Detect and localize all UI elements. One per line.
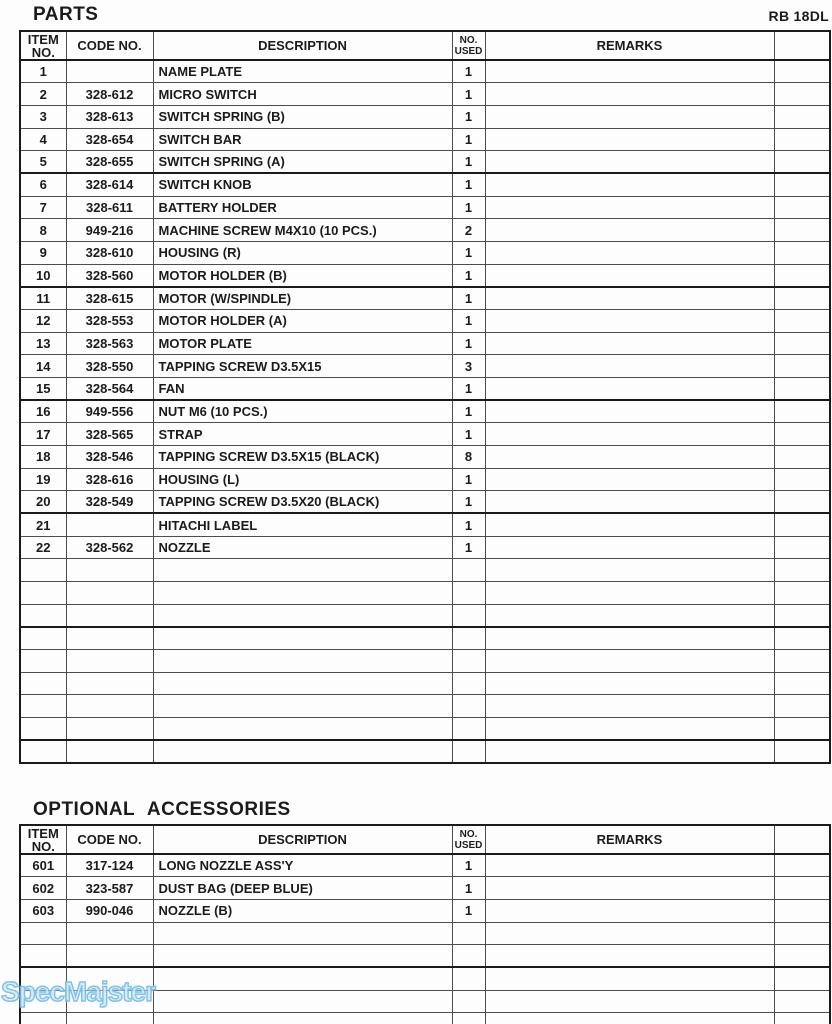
cell-no-used (452, 922, 485, 945)
optional-accessories-title: OPTIONAL ACCESSORIES (33, 799, 291, 820)
table-row (20, 83, 830, 106)
cell-remarks (485, 559, 774, 582)
cell-remarks (485, 377, 774, 400)
cell-code-no (66, 581, 153, 604)
cell-description: MOTOR (W/SPINDLE) (153, 287, 452, 310)
cell-extra (774, 219, 830, 242)
cell-remarks (485, 128, 774, 151)
cell-code-no: 323-587 (66, 877, 153, 900)
cell-item-no: 6 (20, 173, 66, 196)
specmajster-watermark: SpecMajster (1, 976, 155, 1007)
cell-extra (774, 309, 830, 332)
cell-extra (774, 536, 830, 559)
col-header-blank (774, 31, 830, 60)
cell-code-no (66, 717, 153, 740)
cell-item-no: 603 (20, 899, 66, 922)
cell-code-no: 328-550 (66, 355, 153, 378)
cell-no-used: 8 (452, 445, 485, 468)
cell-description: LONG NOZZLE ASS'Y (153, 854, 452, 877)
cell-description (153, 695, 452, 718)
table-row (20, 423, 830, 446)
cell-item-no: 5 (20, 151, 66, 174)
cell-code-no: 328-553 (66, 309, 153, 332)
table-row (20, 672, 830, 695)
cell-remarks (485, 60, 774, 83)
cell-no-used: 1 (452, 287, 485, 310)
cell-code-no: 328-614 (66, 173, 153, 196)
cell-remarks (485, 604, 774, 627)
table-row (20, 60, 830, 83)
cell-extra (774, 151, 830, 174)
cell-no-used: 1 (452, 468, 485, 491)
cell-item-no: 4 (20, 128, 66, 151)
cell-extra (774, 899, 830, 922)
cell-extra (774, 287, 830, 310)
cell-code-no: 328-611 (66, 196, 153, 219)
col-header-no-used: NO. USED (452, 31, 485, 60)
cell-code-no (66, 1013, 153, 1024)
cell-item-no (20, 649, 66, 672)
cell-item-no (20, 922, 66, 945)
cell-no-used: 1 (452, 83, 485, 106)
cell-description (153, 1013, 452, 1024)
table-row (20, 128, 830, 151)
table-row (20, 151, 830, 174)
col-header-remarks: REMARKS (485, 825, 774, 854)
cell-code-no: 317-124 (66, 854, 153, 877)
cell-no-used: 1 (452, 264, 485, 287)
parts-table (19, 30, 831, 764)
cell-no-used (452, 1013, 485, 1024)
cell-code-no (66, 60, 153, 83)
cell-no-used (452, 649, 485, 672)
cell-extra (774, 649, 830, 672)
cell-description (153, 740, 452, 763)
cell-remarks (485, 717, 774, 740)
cell-no-used (452, 967, 485, 990)
cell-extra (774, 581, 830, 604)
cell-no-used: 2 (452, 219, 485, 242)
cell-extra (774, 877, 830, 900)
cell-description: TAPPING SCREW D3.5X15 (153, 355, 452, 378)
table-row (20, 695, 830, 718)
cell-description: TAPPING SCREW D3.5X15 (BLACK) (153, 445, 452, 468)
cell-remarks (485, 355, 774, 378)
cell-item-no (20, 695, 66, 718)
cell-extra (774, 990, 830, 1013)
cell-description: HITACHI LABEL (153, 513, 452, 536)
cell-code-no: 328-615 (66, 287, 153, 310)
cell-description (153, 922, 452, 945)
table-row (20, 355, 830, 378)
cell-remarks (485, 196, 774, 219)
cell-description: MICRO SWITCH (153, 83, 452, 106)
cell-extra (774, 400, 830, 423)
cell-remarks (485, 105, 774, 128)
col-header-code-no: CODE NO. (66, 31, 153, 60)
table-row (20, 649, 830, 672)
cell-remarks (485, 967, 774, 990)
cell-item-no: 3 (20, 105, 66, 128)
cell-extra (774, 695, 830, 718)
table-row (20, 196, 830, 219)
cell-code-no (66, 922, 153, 945)
table-row (20, 309, 830, 332)
cell-no-used (452, 717, 485, 740)
cell-extra (774, 1013, 830, 1024)
cell-extra (774, 128, 830, 151)
cell-description (153, 990, 452, 1013)
table-row (20, 1013, 830, 1024)
col-header-description: DESCRIPTION (153, 31, 452, 60)
cell-code-no: 328-563 (66, 332, 153, 355)
cell-code-no: 328-612 (66, 83, 153, 106)
table-row (20, 468, 830, 491)
col-header-blank (774, 825, 830, 854)
cell-no-used (452, 945, 485, 968)
table-row (20, 581, 830, 604)
cell-item-no: 12 (20, 309, 66, 332)
cell-item-no: 9 (20, 241, 66, 264)
cell-description (153, 581, 452, 604)
cell-remarks (485, 740, 774, 763)
cell-description: NUT M6 (10 PCS.) (153, 400, 452, 423)
cell-extra (774, 264, 830, 287)
cell-code-no: 949-556 (66, 400, 153, 423)
cell-description: DUST BAG (DEEP BLUE) (153, 877, 452, 900)
cell-description (153, 627, 452, 650)
table-row (20, 559, 830, 582)
cell-no-used: 1 (452, 377, 485, 400)
cell-remarks (485, 877, 774, 900)
cell-code-no: 949-216 (66, 219, 153, 242)
cell-item-no (20, 627, 66, 650)
cell-description: NAME PLATE (153, 60, 452, 83)
cell-description: NOZZLE (B) (153, 899, 452, 922)
cell-code-no (66, 604, 153, 627)
cell-remarks (485, 423, 774, 446)
table-row (20, 854, 830, 877)
cell-extra (774, 60, 830, 83)
cell-remarks (485, 854, 774, 877)
cell-no-used: 1 (452, 877, 485, 900)
cell-code-no (66, 649, 153, 672)
cell-no-used: 1 (452, 196, 485, 219)
col-header-item-no: ITEM NO. (20, 31, 66, 60)
cell-no-used: 1 (452, 128, 485, 151)
cell-description (153, 604, 452, 627)
cell-description (153, 559, 452, 582)
cell-item-no: 11 (20, 287, 66, 310)
cell-remarks (485, 899, 774, 922)
cell-code-no: 328-546 (66, 445, 153, 468)
cell-item-no: 20 (20, 491, 66, 514)
table-row (20, 173, 830, 196)
cell-description (153, 945, 452, 968)
cell-item-no (20, 672, 66, 695)
table-row (20, 627, 830, 650)
cell-code-no (66, 513, 153, 536)
cell-no-used: 1 (452, 241, 485, 264)
cell-code-no: 328-613 (66, 105, 153, 128)
cell-remarks (485, 627, 774, 650)
model-label: RB 18DL (768, 8, 829, 24)
cell-no-used: 1 (452, 332, 485, 355)
cell-no-used: 3 (452, 355, 485, 378)
cell-code-no (66, 627, 153, 650)
cell-remarks (485, 287, 774, 310)
cell-item-no: 1 (20, 60, 66, 83)
cell-code-no (66, 740, 153, 763)
cell-code-no: 328-564 (66, 377, 153, 400)
cell-description: BATTERY HOLDER (153, 196, 452, 219)
cell-code-no: 328-610 (66, 241, 153, 264)
cell-code-no: 328-655 (66, 151, 153, 174)
cell-code-no: 328-565 (66, 423, 153, 446)
cell-extra (774, 468, 830, 491)
cell-remarks (485, 990, 774, 1013)
cell-remarks (485, 672, 774, 695)
cell-extra (774, 105, 830, 128)
table-row (20, 400, 830, 423)
cell-code-no: 990-046 (66, 899, 153, 922)
cell-extra (774, 423, 830, 446)
cell-extra (774, 377, 830, 400)
cell-no-used: 1 (452, 423, 485, 446)
cell-item-no (20, 945, 66, 968)
cell-remarks (485, 264, 774, 287)
cell-no-used (452, 604, 485, 627)
cell-item-no (20, 604, 66, 627)
cell-remarks (485, 945, 774, 968)
col-header-code-no: CODE NO. (66, 825, 153, 854)
cell-no-used: 1 (452, 173, 485, 196)
cell-extra (774, 559, 830, 582)
cell-item-no: 602 (20, 877, 66, 900)
cell-remarks (485, 695, 774, 718)
cell-extra (774, 854, 830, 877)
cell-code-no: 328-616 (66, 468, 153, 491)
cell-remarks (485, 1013, 774, 1024)
col-header-description: DESCRIPTION (153, 825, 452, 854)
cell-no-used (452, 627, 485, 650)
table-row (20, 604, 830, 627)
table-row (20, 264, 830, 287)
cell-item-no (20, 559, 66, 582)
cell-code-no (66, 695, 153, 718)
table-row (20, 332, 830, 355)
cell-description: MOTOR HOLDER (A) (153, 309, 452, 332)
table-row (20, 536, 830, 559)
header-row (20, 825, 830, 854)
cell-no-used (452, 672, 485, 695)
cell-remarks (485, 468, 774, 491)
page-title: PARTS (33, 4, 99, 25)
cell-extra (774, 173, 830, 196)
cell-extra (774, 445, 830, 468)
table-row (20, 877, 830, 900)
cell-item-no (20, 740, 66, 763)
table-row (20, 491, 830, 514)
table-row (20, 899, 830, 922)
cell-extra (774, 717, 830, 740)
cell-no-used: 1 (452, 151, 485, 174)
cell-remarks (485, 922, 774, 945)
cell-item-no: 19 (20, 468, 66, 491)
cell-remarks (485, 400, 774, 423)
cell-item-no: 14 (20, 355, 66, 378)
cell-extra (774, 672, 830, 695)
table-row (20, 219, 830, 242)
cell-remarks (485, 151, 774, 174)
cell-description (153, 967, 452, 990)
parts-table-body (20, 60, 830, 763)
cell-no-used: 1 (452, 60, 485, 83)
cell-no-used (452, 990, 485, 1013)
cell-extra (774, 513, 830, 536)
cell-no-used (452, 581, 485, 604)
cell-no-used: 1 (452, 400, 485, 423)
cell-extra (774, 196, 830, 219)
cell-description (153, 672, 452, 695)
cell-description: MOTOR HOLDER (B) (153, 264, 452, 287)
cell-no-used: 1 (452, 309, 485, 332)
cell-remarks (485, 309, 774, 332)
cell-item-no (20, 581, 66, 604)
cell-remarks (485, 173, 774, 196)
cell-extra (774, 491, 830, 514)
table-row (20, 445, 830, 468)
cell-description: HOUSING (R) (153, 241, 452, 264)
cell-description: SWITCH SPRING (A) (153, 151, 452, 174)
cell-no-used (452, 740, 485, 763)
table-row (20, 241, 830, 264)
cell-code-no (66, 672, 153, 695)
cell-item-no: 15 (20, 377, 66, 400)
cell-item-no (20, 717, 66, 740)
table-row (20, 922, 830, 945)
cell-item-no: 18 (20, 445, 66, 468)
cell-extra (774, 922, 830, 945)
table-row (20, 377, 830, 400)
cell-remarks (485, 332, 774, 355)
cell-item-no (20, 1013, 66, 1024)
cell-item-no: 10 (20, 264, 66, 287)
cell-extra (774, 967, 830, 990)
cell-code-no (66, 559, 153, 582)
col-header-item-no: ITEM NO. (20, 825, 66, 854)
col-header-remarks: REMARKS (485, 31, 774, 60)
table-row (20, 105, 830, 128)
cell-no-used (452, 559, 485, 582)
cell-description (153, 649, 452, 672)
cell-description: FAN (153, 377, 452, 400)
cell-remarks (485, 445, 774, 468)
header-row (20, 31, 830, 60)
cell-item-no: 601 (20, 854, 66, 877)
cell-no-used: 1 (452, 105, 485, 128)
cell-remarks (485, 219, 774, 242)
cell-no-used: 1 (452, 899, 485, 922)
cell-item-no: 2 (20, 83, 66, 106)
cell-description: NOZZLE (153, 536, 452, 559)
col-header-no-used: NO. USED (452, 825, 485, 854)
table-row (20, 945, 830, 968)
cell-extra (774, 241, 830, 264)
cell-code-no: 328-560 (66, 264, 153, 287)
cell-remarks (485, 241, 774, 264)
cell-description: MACHINE SCREW M4X10 (10 PCS.) (153, 219, 452, 242)
cell-remarks (485, 536, 774, 559)
cell-remarks (485, 581, 774, 604)
cell-no-used: 1 (452, 536, 485, 559)
cell-extra (774, 945, 830, 968)
cell-description: SWITCH KNOB (153, 173, 452, 196)
table-row (20, 287, 830, 310)
cell-description: TAPPING SCREW D3.5X20 (BLACK) (153, 491, 452, 514)
table-row (20, 717, 830, 740)
cell-description: HOUSING (L) (153, 468, 452, 491)
cell-extra (774, 332, 830, 355)
cell-item-no: 21 (20, 513, 66, 536)
cell-remarks (485, 491, 774, 514)
cell-item-no: 13 (20, 332, 66, 355)
cell-item-no: 16 (20, 400, 66, 423)
cell-extra (774, 627, 830, 650)
cell-no-used: 1 (452, 513, 485, 536)
table-row (20, 513, 830, 536)
cell-item-no: 22 (20, 536, 66, 559)
cell-description: SWITCH SPRING (B) (153, 105, 452, 128)
cell-extra (774, 740, 830, 763)
cell-extra (774, 355, 830, 378)
cell-code-no: 328-562 (66, 536, 153, 559)
cell-code-no: 328-654 (66, 128, 153, 151)
cell-remarks (485, 83, 774, 106)
cell-remarks (485, 649, 774, 672)
cell-description: SWITCH BAR (153, 128, 452, 151)
cell-remarks (485, 513, 774, 536)
cell-item-no: 17 (20, 423, 66, 446)
cell-no-used: 1 (452, 854, 485, 877)
cell-extra (774, 604, 830, 627)
cell-no-used (452, 695, 485, 718)
cell-description: MOTOR PLATE (153, 332, 452, 355)
cell-item-no: 7 (20, 196, 66, 219)
cell-code-no: 328-549 (66, 491, 153, 514)
cell-description (153, 717, 452, 740)
cell-description: STRAP (153, 423, 452, 446)
cell-extra (774, 83, 830, 106)
cell-item-no: 8 (20, 219, 66, 242)
cell-no-used: 1 (452, 491, 485, 514)
cell-code-no (66, 945, 153, 968)
table-row (20, 740, 830, 763)
